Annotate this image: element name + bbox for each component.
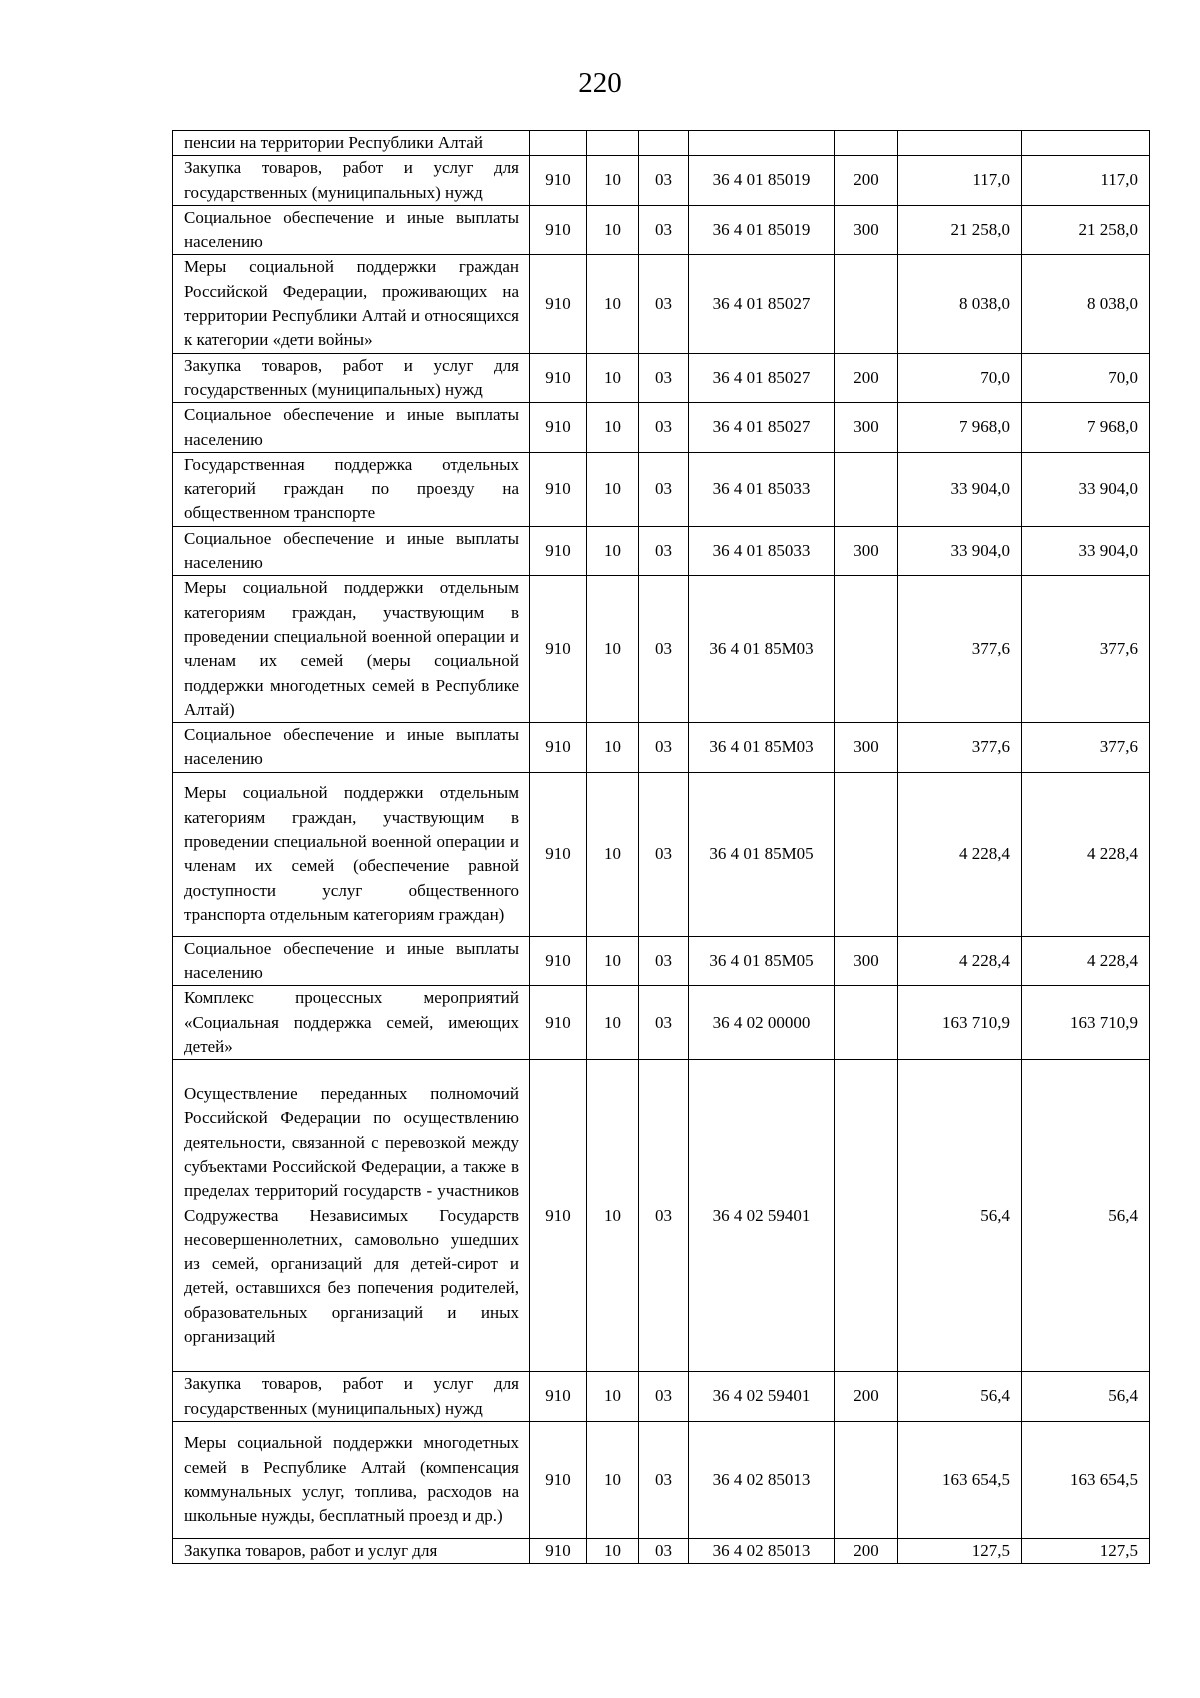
table-row bbox=[173, 353, 1150, 403]
table-row bbox=[173, 403, 1150, 453]
target-article-cell: 36 4 01 85М03 bbox=[689, 723, 835, 773]
row-name-cell: Социальное обеспечение и иные выплаты населению bbox=[173, 936, 530, 986]
target-article-cell: 36 4 01 85019 bbox=[689, 205, 835, 255]
admin-code-cell bbox=[530, 131, 587, 156]
table-row bbox=[173, 255, 1150, 353]
target-article-cell: 36 4 01 85М05 bbox=[689, 936, 835, 986]
admin-code-cell: 910 bbox=[530, 156, 587, 206]
row-name-cell: Закупка товаров, работ и услуг для государственных (муниципальных) нужд bbox=[173, 156, 530, 206]
target-article-cell: 36 4 02 59401 bbox=[689, 1060, 835, 1372]
expense-type-cell bbox=[835, 255, 898, 353]
amount-2-cell: 56,4 bbox=[1022, 1060, 1150, 1372]
section-code-cell: 10 bbox=[587, 936, 639, 986]
target-article-cell: 36 4 02 85013 bbox=[689, 1421, 835, 1538]
table-row bbox=[173, 156, 1150, 206]
target-article-cell: 36 4 01 85033 bbox=[689, 452, 835, 526]
amount-2-cell: 33 904,0 bbox=[1022, 452, 1150, 526]
section-code-cell: 10 bbox=[587, 526, 639, 576]
target-article-cell: 36 4 01 85М03 bbox=[689, 576, 835, 723]
section-code-cell: 10 bbox=[587, 1060, 639, 1372]
expense-type-cell bbox=[835, 1060, 898, 1372]
amount-1-cell: 21 258,0 bbox=[898, 205, 1022, 255]
subsection-code-cell bbox=[639, 131, 689, 156]
admin-code-cell: 910 bbox=[530, 205, 587, 255]
row-name-cell: Государственная поддержка отдельных категорий граждан по проезду на общественном транспорте bbox=[173, 452, 530, 526]
expense-type-cell bbox=[835, 986, 898, 1060]
amount-2-cell: 8 038,0 bbox=[1022, 255, 1150, 353]
amount-2-cell: 4 228,4 bbox=[1022, 936, 1150, 986]
section-code-cell: 10 bbox=[587, 403, 639, 453]
subsection-code-cell: 03 bbox=[639, 205, 689, 255]
expense-type-cell: 300 bbox=[835, 936, 898, 986]
admin-code-cell: 910 bbox=[530, 1538, 587, 1563]
row-name-cell: Закупка товаров, работ и услуг для государственных (муниципальных) нужд bbox=[173, 1372, 530, 1422]
amount-2-cell: 163 710,9 bbox=[1022, 986, 1150, 1060]
subsection-code-cell: 03 bbox=[639, 1372, 689, 1422]
amount-2-cell: 70,0 bbox=[1022, 353, 1150, 403]
admin-code-cell: 910 bbox=[530, 526, 587, 576]
amount-1-cell: 117,0 bbox=[898, 156, 1022, 206]
section-code-cell: 10 bbox=[587, 723, 639, 773]
admin-code-cell: 910 bbox=[530, 353, 587, 403]
amount-2-cell: 33 904,0 bbox=[1022, 526, 1150, 576]
target-article-cell: 36 4 01 85027 bbox=[689, 255, 835, 353]
amount-2-cell: 7 968,0 bbox=[1022, 403, 1150, 453]
table-row bbox=[173, 1538, 1150, 1563]
admin-code-cell: 910 bbox=[530, 1421, 587, 1538]
admin-code-cell: 910 bbox=[530, 576, 587, 723]
amount-2-cell: 56,4 bbox=[1022, 1372, 1150, 1422]
expense-type-cell: 200 bbox=[835, 1538, 898, 1563]
subsection-code-cell: 03 bbox=[639, 255, 689, 353]
row-name-cell: Социальное обеспечение и иные выплаты населению bbox=[173, 526, 530, 576]
amount-2-cell: 117,0 bbox=[1022, 156, 1150, 206]
table-row bbox=[173, 986, 1150, 1060]
table-row bbox=[173, 526, 1150, 576]
admin-code-cell: 910 bbox=[530, 452, 587, 526]
admin-code-cell: 910 bbox=[530, 772, 587, 936]
expense-type-cell bbox=[835, 772, 898, 936]
expense-type-cell: 300 bbox=[835, 403, 898, 453]
row-name-cell: Закупка товаров, работ и услуг для государственных (муниципальных) нужд bbox=[173, 353, 530, 403]
expense-type-cell: 200 bbox=[835, 353, 898, 403]
row-name-cell: Социальное обеспечение и иные выплаты населению bbox=[173, 205, 530, 255]
row-name-cell: Социальное обеспечение и иные выплаты населению bbox=[173, 723, 530, 773]
amount-1-cell: 163 654,5 bbox=[898, 1421, 1022, 1538]
amount-1-cell: 70,0 bbox=[898, 353, 1022, 403]
section-code-cell: 10 bbox=[587, 156, 639, 206]
table-row bbox=[173, 1372, 1150, 1422]
subsection-code-cell: 03 bbox=[639, 403, 689, 453]
target-article-cell: 36 4 01 85027 bbox=[689, 353, 835, 403]
admin-code-cell: 910 bbox=[530, 723, 587, 773]
amount-1-cell: 4 228,4 bbox=[898, 772, 1022, 936]
admin-code-cell: 910 bbox=[530, 255, 587, 353]
amount-1-cell: 127,5 bbox=[898, 1538, 1022, 1563]
admin-code-cell: 910 bbox=[530, 986, 587, 1060]
section-code-cell bbox=[587, 131, 639, 156]
subsection-code-cell: 03 bbox=[639, 353, 689, 403]
section-code-cell: 10 bbox=[587, 353, 639, 403]
amount-1-cell: 56,4 bbox=[898, 1372, 1022, 1422]
budget-table bbox=[172, 130, 1150, 1564]
subsection-code-cell: 03 bbox=[639, 1538, 689, 1563]
amount-1-cell: 8 038,0 bbox=[898, 255, 1022, 353]
section-code-cell: 10 bbox=[587, 986, 639, 1060]
target-article-cell: 36 4 01 85033 bbox=[689, 526, 835, 576]
amount-1-cell: 377,6 bbox=[898, 723, 1022, 773]
amount-2-cell: 21 258,0 bbox=[1022, 205, 1150, 255]
expense-type-cell bbox=[835, 452, 898, 526]
subsection-code-cell: 03 bbox=[639, 576, 689, 723]
expense-type-cell: 300 bbox=[835, 723, 898, 773]
row-name-cell: Комплекс процессных мероприятий «Социальная поддержка семей, имеющих детей» bbox=[173, 986, 530, 1060]
subsection-code-cell: 03 bbox=[639, 156, 689, 206]
section-code-cell: 10 bbox=[587, 452, 639, 526]
target-article-cell: 36 4 01 85М05 bbox=[689, 772, 835, 936]
amount-2-cell: 377,6 bbox=[1022, 723, 1150, 773]
row-name-cell: Меры социальной поддержки отдельным категориям граждан, участвующим в проведении специальной военной операции и членам их семей (обеспечение равной доступности услуг общественного транспорта отдельным категориям граждан) bbox=[173, 772, 530, 936]
amount-1-cell: 33 904,0 bbox=[898, 452, 1022, 526]
amount-1-cell: 377,6 bbox=[898, 576, 1022, 723]
table-row bbox=[173, 772, 1150, 936]
table-row bbox=[173, 452, 1150, 526]
amount-2-cell: 127,5 bbox=[1022, 1538, 1150, 1563]
section-code-cell: 10 bbox=[587, 576, 639, 723]
subsection-code-cell: 03 bbox=[639, 936, 689, 986]
amount-1-cell: 56,4 bbox=[898, 1060, 1022, 1372]
amount-2-cell: 377,6 bbox=[1022, 576, 1150, 723]
section-code-cell: 10 bbox=[587, 772, 639, 936]
section-code-cell: 10 bbox=[587, 1372, 639, 1422]
subsection-code-cell: 03 bbox=[639, 526, 689, 576]
target-article-cell: 36 4 01 85019 bbox=[689, 156, 835, 206]
section-code-cell: 10 bbox=[587, 1538, 639, 1563]
row-name-cell: Осуществление переданных полномочий Российской Федерации по осуществлению деятельности, связанной с перевозкой между субъектами Российской Федерации, а также в пределах территорий государств - участников Содружества Независимых Государств несовершеннолетних, самовольно ушедших из семей, организаций для детей-сирот и детей, оставшихся без попечения родителей, образовательных организаций и иных организаций bbox=[173, 1060, 530, 1372]
amount-2-cell: 163 654,5 bbox=[1022, 1421, 1150, 1538]
expense-type-cell: 200 bbox=[835, 1372, 898, 1422]
subsection-code-cell: 03 bbox=[639, 986, 689, 1060]
table-body bbox=[173, 131, 1150, 1564]
target-article-cell: 36 4 02 00000 bbox=[689, 986, 835, 1060]
target-article-cell bbox=[689, 131, 835, 156]
expense-type-cell bbox=[835, 576, 898, 723]
subsection-code-cell: 03 bbox=[639, 1421, 689, 1538]
amount-1-cell: 163 710,9 bbox=[898, 986, 1022, 1060]
amount-2-cell bbox=[1022, 131, 1150, 156]
row-name-cell: Меры социальной поддержки граждан Российской Федерации, проживающих на территории Республики Алтай и относящихся к категории «дети войны» bbox=[173, 255, 530, 353]
amount-1-cell: 7 968,0 bbox=[898, 403, 1022, 453]
table-row bbox=[173, 576, 1150, 723]
subsection-code-cell: 03 bbox=[639, 772, 689, 936]
section-code-cell: 10 bbox=[587, 255, 639, 353]
expense-type-cell: 300 bbox=[835, 526, 898, 576]
amount-1-cell bbox=[898, 131, 1022, 156]
page-number: 220 bbox=[578, 67, 622, 99]
admin-code-cell: 910 bbox=[530, 1060, 587, 1372]
subsection-code-cell: 03 bbox=[639, 723, 689, 773]
row-name-cell: пенсии на территории Республики Алтай bbox=[173, 131, 530, 156]
expense-type-cell bbox=[835, 1421, 898, 1538]
table-row bbox=[173, 723, 1150, 773]
subsection-code-cell: 03 bbox=[639, 1060, 689, 1372]
table-row bbox=[173, 1421, 1150, 1538]
amount-1-cell: 4 228,4 bbox=[898, 936, 1022, 986]
row-name-cell: Меры социальной поддержки отдельным категориям граждан, участвующим в проведении специальной военной операции и членам их семей (меры социальной поддержки многодетных семей в Республике Алтай) bbox=[173, 576, 530, 723]
table-row bbox=[173, 205, 1150, 255]
amount-2-cell: 4 228,4 bbox=[1022, 772, 1150, 936]
admin-code-cell: 910 bbox=[530, 403, 587, 453]
table-row bbox=[173, 936, 1150, 986]
admin-code-cell: 910 bbox=[530, 936, 587, 986]
row-name-cell: Социальное обеспечение и иные выплаты населению bbox=[173, 403, 530, 453]
table-row bbox=[173, 131, 1150, 156]
subsection-code-cell: 03 bbox=[639, 452, 689, 526]
target-article-cell: 36 4 02 59401 bbox=[689, 1372, 835, 1422]
expense-type-cell: 300 bbox=[835, 205, 898, 255]
row-name-cell: Меры социальной поддержки многодетных семей в Республике Алтай (компенсация коммунальных услуг, топлива, расходов на школьные нужды, бесплатный проезд и др.) bbox=[173, 1421, 530, 1538]
table-row bbox=[173, 1060, 1150, 1372]
expense-type-cell: 200 bbox=[835, 156, 898, 206]
row-name-cell: Закупка товаров, работ и услуг для bbox=[173, 1538, 530, 1563]
section-code-cell: 10 bbox=[587, 205, 639, 255]
target-article-cell: 36 4 01 85027 bbox=[689, 403, 835, 453]
expense-type-cell bbox=[835, 131, 898, 156]
section-code-cell: 10 bbox=[587, 1421, 639, 1538]
target-article-cell: 36 4 02 85013 bbox=[689, 1538, 835, 1563]
admin-code-cell: 910 bbox=[530, 1372, 587, 1422]
amount-1-cell: 33 904,0 bbox=[898, 526, 1022, 576]
